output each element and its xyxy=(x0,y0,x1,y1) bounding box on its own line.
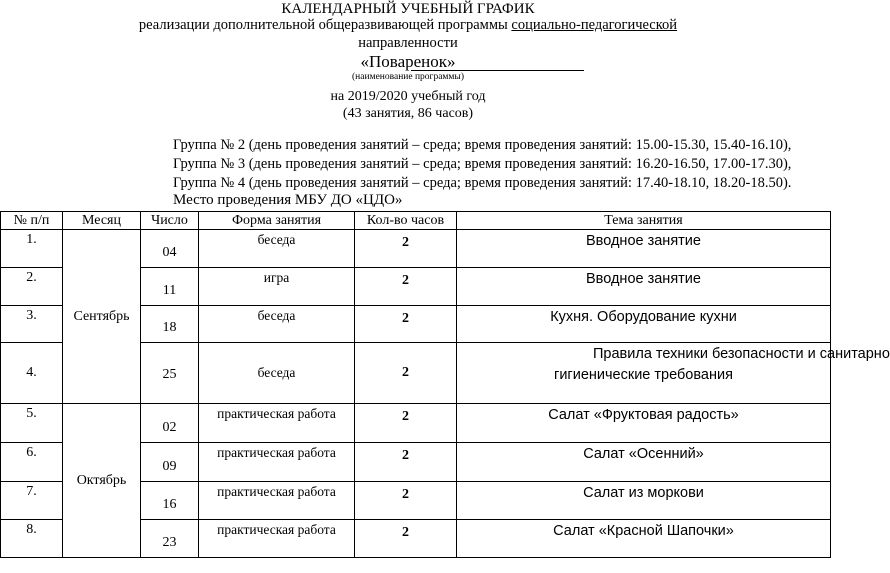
group-schedule-2: Группа № 2 (день проведения занятий – среда; время проведения занятий: 15.00-15.30, 15.40-16.10), xyxy=(173,137,792,153)
hours-cell: 2 xyxy=(355,404,457,443)
row-number: 6. xyxy=(1,443,63,482)
topic-cell: Вводное занятие xyxy=(457,268,831,306)
month-cell: Октябрь xyxy=(63,404,141,558)
direction-label: направленности xyxy=(358,35,458,51)
topic-cell: Вводное занятие xyxy=(457,230,831,268)
day-cell: 02 xyxy=(141,404,199,443)
day-cell: 23 xyxy=(141,520,199,558)
group-schedule-3: Группа № 3 (день проведения занятий – среда; время проведения занятий: 16.20-16.50, 17.00-17.30), xyxy=(173,156,792,172)
row-number: 4. xyxy=(1,343,63,404)
schedule-table xyxy=(0,211,890,558)
month-cell: Сентябрь xyxy=(63,230,141,404)
hours-cell: 2 xyxy=(355,482,457,520)
header-number: № п/п xyxy=(1,212,63,230)
topic-cell: Салат «Красной Шапочки» xyxy=(457,520,831,558)
program-direction: социально-педагогической xyxy=(511,17,678,33)
program-description-text: реализации дополнительной общеразвивающей программы xyxy=(138,17,512,33)
program-description xyxy=(0,17,816,34)
topic-cell: Кухня. Оборудование кухни xyxy=(457,306,831,343)
table-row xyxy=(1,404,831,443)
header-month: Месяц xyxy=(63,212,141,230)
day-cell: 16 xyxy=(141,482,199,520)
venue: Место проведения МБУ ДО «ЦДО» xyxy=(173,192,403,208)
table-row xyxy=(1,230,831,268)
lesson-hours-total: (43 занятия, 86 часов) xyxy=(342,106,474,121)
program-name: «Поваренок» xyxy=(360,52,456,71)
form-cell: практическая работа xyxy=(199,404,355,443)
topic-cell xyxy=(457,343,890,404)
topic-cell: Салат из моркови xyxy=(457,482,831,520)
day-cell: 25 xyxy=(141,343,199,404)
form-cell: игра xyxy=(199,268,355,306)
table-header-row xyxy=(1,212,831,230)
hours-cell: 2 xyxy=(355,343,457,404)
row-number: 2. xyxy=(1,268,63,306)
row-number: 8. xyxy=(1,520,63,558)
row-number: 7. xyxy=(1,482,63,520)
hours-cell: 2 xyxy=(355,268,457,306)
topic-cell: Салат «Фруктовая радость» xyxy=(457,404,831,443)
hours-cell: 2 xyxy=(355,306,457,343)
program-name-underline xyxy=(411,70,584,71)
form-cell: беседа xyxy=(199,230,355,268)
day-cell: 11 xyxy=(141,268,199,306)
row-number: 3. xyxy=(1,306,63,343)
row-number: 5. xyxy=(1,404,63,443)
header-hours: Кол-во часов xyxy=(355,212,457,230)
header-day: Число xyxy=(141,212,199,230)
program-name-caption: (наименование программы) xyxy=(352,72,464,82)
day-cell: 18 xyxy=(141,306,199,343)
day-cell: 04 xyxy=(141,230,199,268)
topic-line: гигиенические требования xyxy=(554,367,733,383)
document-title: КАЛЕНДАРНЫЙ УЧЕБНЫЙ ГРАФИК xyxy=(281,1,535,17)
header-topic: Тема занятия xyxy=(457,212,831,230)
form-cell: практическая работа xyxy=(199,520,355,558)
topic-line: Правила техники безопасности и санитарно xyxy=(593,346,890,362)
header-form: Форма занятия xyxy=(199,212,355,230)
topic-cell: Салат «Осенний» xyxy=(457,443,831,482)
hours-cell: 2 xyxy=(355,520,457,558)
form-cell: практическая работа xyxy=(199,482,355,520)
hours-cell: 2 xyxy=(355,443,457,482)
group-schedule-4: Группа № 4 (день проведения занятий – среда; время проведения занятий: 17.40-18.10, 18.20-18.50). xyxy=(173,175,792,191)
form-cell: беседа xyxy=(199,306,355,343)
row-number: 1. xyxy=(1,230,63,268)
form-cell: беседа xyxy=(199,343,355,404)
form-cell: практическая работа xyxy=(199,443,355,482)
academic-year: на 2019/2020 учебный год xyxy=(330,89,486,104)
day-cell: 09 xyxy=(141,443,199,482)
hours-cell: 2 xyxy=(355,230,457,268)
